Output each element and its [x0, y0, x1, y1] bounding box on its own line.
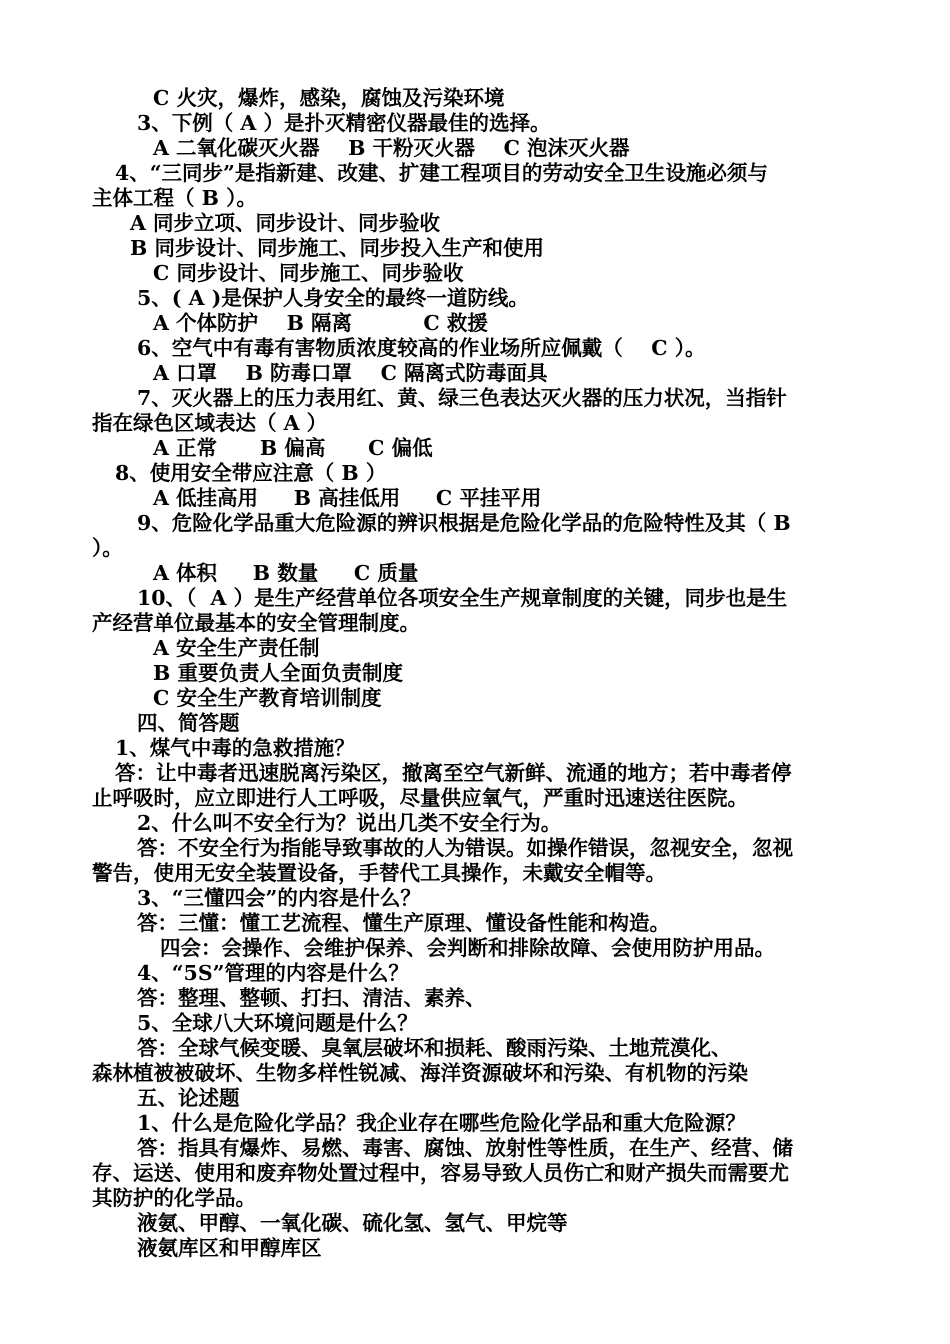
text-line: 8、使用安全带应注意（ B ） — [115, 461, 387, 485]
text-line: A 体积 B 数量 C 质量 — [153, 561, 419, 585]
text-line: 答：三懂：懂工艺流程、懂生产原理、懂设备性能和构造。 — [137, 911, 670, 935]
text-line: 5、( A )是保护人身安全的最终一道防线。 — [137, 286, 529, 310]
text-line: 答：不安全行为指能导致事故的人为错误。如操作错误，忽视安全，忽视 — [137, 836, 793, 860]
text-line: 存、运送、使用和废弃物处置过程中，容易导致人员伤亡和财产损失而需要尤 — [92, 1161, 789, 1185]
text-line: 主体工程（ B ）。 — [92, 186, 257, 210]
text-line: 2、什么叫不安全行为？说出几类不安全行为。 — [137, 811, 562, 835]
text-line: 产经营单位最基本的安全管理制度。 — [92, 611, 420, 635]
text-line: A 低挂高用 B 高挂低用 C 平挂平用 — [153, 486, 542, 510]
text-line: 四会：会操作、会维护保养、会判断和排除故障、会使用防护用品。 — [160, 936, 775, 960]
section-heading: 四、简答题 — [137, 711, 240, 735]
text-line: A 个体防护 B 隔离 C 救援 — [153, 311, 488, 335]
text-line: 止呼吸时，应立即进行人工呼吸，尽量供应氧气，严重时迅速送往医院。 — [92, 786, 748, 810]
text-line: B 重要负责人全面负责制度 — [153, 661, 403, 685]
text-line: C 安全生产教育培训制度 — [153, 686, 382, 710]
text-line: 1、什么是危险化学品？我企业存在哪些危险化学品和重大危险源？ — [137, 1111, 746, 1135]
text-line: 答：全球气候变暖、臭氧层破坏和损耗、酸雨污染、土地荒漠化、 — [137, 1036, 732, 1060]
text-line: 答：整理、整顿、打扫、清洁、素养、 — [137, 986, 486, 1010]
section-heading: 五、论述题 — [137, 1086, 240, 1110]
text-line: A 二氧化碳灭火器 B 干粉灭火器 C 泡沫灭火器 — [153, 136, 630, 160]
text-line: B 同步设计、同步施工、同步投入生产和使用 — [130, 236, 544, 260]
text-line: 液氨库区和甲醇库区 — [137, 1236, 322, 1260]
text-line: 9、危险化学品重大危险源的辨识根据是危险化学品的危险特性及其（ B — [137, 511, 791, 535]
text-line: 指在绿色区域表达（ A ） — [92, 411, 328, 435]
text-line: 4、“5S”管理的内容是什么？ — [137, 961, 409, 985]
text-line: 4、“三同步”是指新建、改建、扩建工程项目的劳动安全卫生设施必须与 — [115, 161, 768, 185]
text-line: 7、灭火器上的压力表用红、黄、绿三色表达灭火器的压力状况，当指针 — [137, 386, 787, 410]
text-line: 液氨、甲醇、一氧化碳、硫化氢、氢气、甲烷等 — [137, 1211, 568, 1235]
text-line: 其防护的化学品。 — [92, 1186, 256, 1210]
text-line: A 安全生产责任制 — [153, 636, 320, 660]
text-line: 1、煤气中毒的急救措施？ — [115, 736, 355, 760]
text-line: 3、下例（ A ）是扑灭精密仪器最佳的选择。 — [137, 111, 551, 135]
text-line: A 正常 B 偏高 C 偏低 — [153, 436, 433, 460]
text-line: 6、空气中有毒有害物质浓度较高的作业场所应佩戴（ C ）。 — [137, 336, 706, 360]
text-line: 答：指具有爆炸、易燃、毒害、腐蚀、放射性等性质，在生产、经营、储 — [137, 1136, 793, 1160]
text-line: 5、全球八大环境问题是什么？ — [137, 1011, 418, 1035]
text-line: A 口罩 B 防毒口罩 C 隔离式防毒面具 — [153, 361, 548, 385]
text-line: 答：让中毒者迅速脱离污染区，撤离至空气新鲜、流通的地方；若中毒者停 — [115, 761, 792, 785]
text-line: C 火灾，爆炸，感染，腐蚀及污染环境 — [153, 86, 505, 110]
text-line: ）。 — [92, 536, 123, 560]
text-line: 警告，使用无安全装置设备，手替代工具操作，未戴安全帽等。 — [92, 861, 666, 885]
text-line: 3、“三懂四会”的内容是什么？ — [137, 886, 421, 910]
text-line: 森林植被被破坏、生物多样性锐减、海洋资源破坏和污染、有机物的污染 — [92, 1061, 748, 1085]
text-line: A 同步立项、同步设计、同步验收 — [130, 211, 441, 235]
text-line: 10、（ A ）是生产经营单位各项安全生产规章制度的关键，同步也是生 — [137, 586, 788, 610]
text-line: C 同步设计、同步施工、同步验收 — [153, 261, 464, 285]
